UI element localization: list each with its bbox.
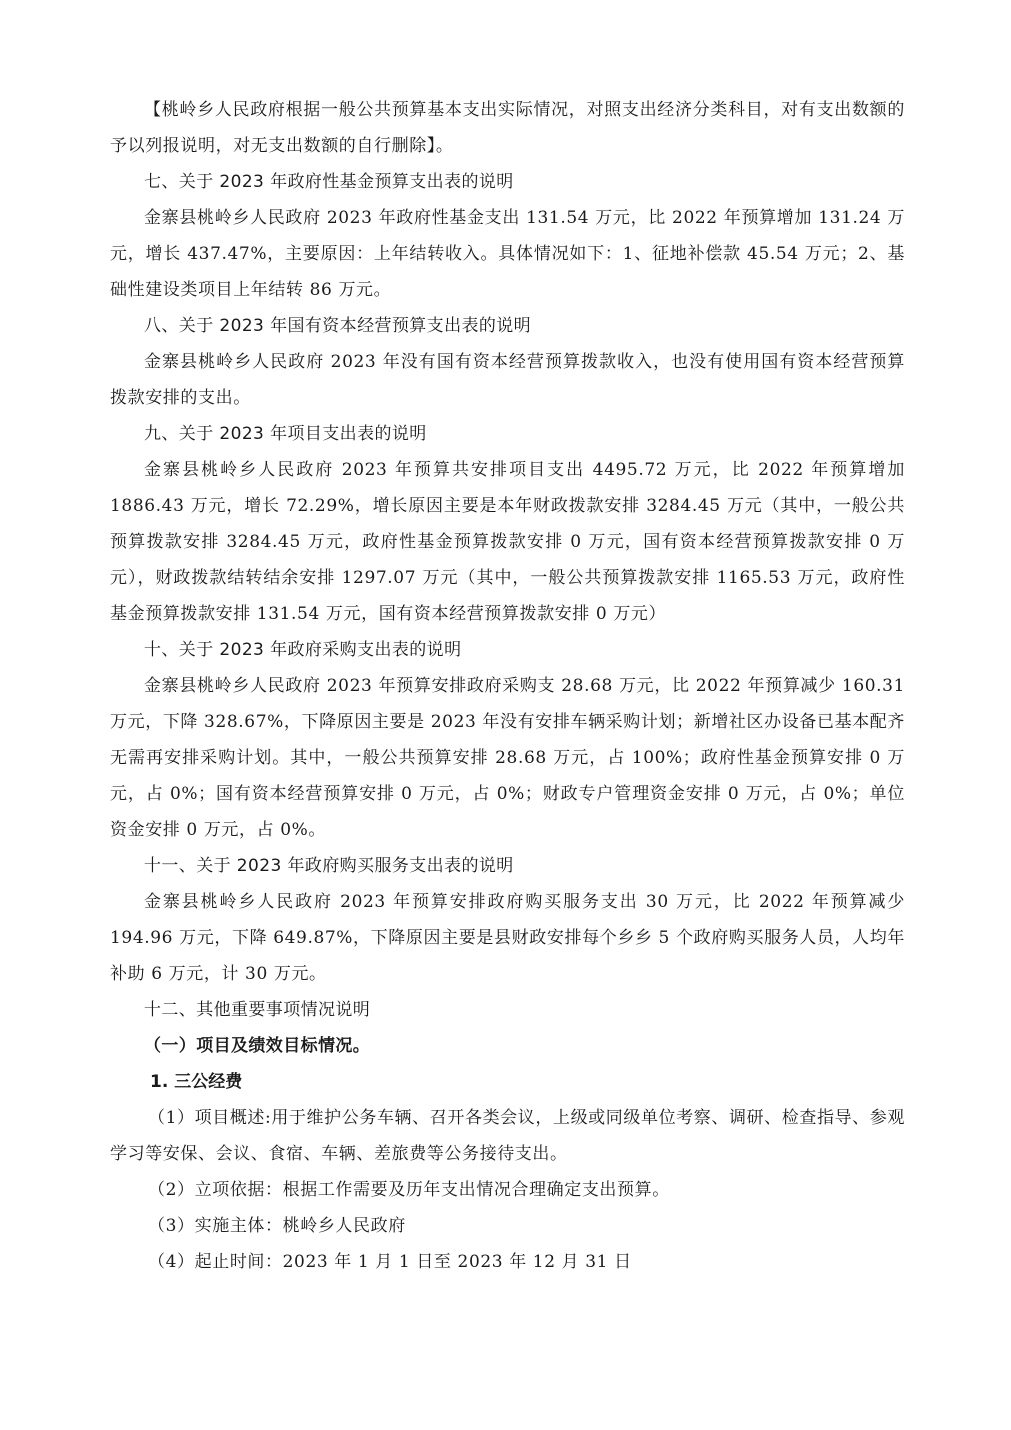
document-page: [110, 92, 905, 1280]
section-7: [110, 164, 905, 308]
section-heading: 八、关于 2023 年国有资本经营预算支出表的说明: [144, 316, 532, 336]
section-heading: 十、关于 2023 年政府采购支出表的说明: [144, 640, 462, 660]
section-8: [110, 308, 905, 416]
section-heading: 九、关于 2023 年项目支出表的说明: [144, 424, 427, 444]
section-12: [110, 992, 905, 1280]
intro-note: 【桃岭乡人民政府根据一般公共预算基本支出实际情况，对照支出经济分类科目，对有支出数额的予以列报说明，对无支出数额的自行删除】。: [110, 100, 905, 156]
project-goals-subheading: （一）项目及绩效目标情况。: [144, 1036, 371, 1056]
section-11: [110, 848, 905, 992]
section-10: [110, 632, 905, 848]
section-body: 金寨县桃岭乡人民政府 2023 年预算安排政府购买服务支出 30 万元，比 2022 年预算减少 194.96 万元，下降 649.87%，下降原因主要是县财政安排每个乡乡 5 个政府购买服务人员，人均年补助 6 万元，计 30 万元。: [110, 892, 905, 984]
section-heading: 七、关于 2023 年政府性基金预算支出表的说明: [144, 172, 514, 192]
section-body: 金寨县桃岭乡人民政府 2023 年预算共安排项目支出 4495.72 万元，比 2022 年预算增加 1886.43 万元，增长 72.29%，增长原因主要是本年财政拨款安排 3284.45 万元（其中，一般公共预算拨款安排 3284.45 万元，政府性基金预算拨款安排 0 万元，国有资本经营预算拨款安排 0 万元），财政拨款结转结余安排 1297.07 万元（其中，一般公共预算拨款安排 1165.53 万元，政府性基金预算拨款安排 131.54 万元，国有资本经营预算拨款安排 0 万元）: [110, 460, 905, 624]
section-body: 金寨县桃岭乡人民政府 2023 年政府性基金支出 131.54 万元，比 2022 年预算增加 131.24 万元，增长 437.47%，主要原因：上年结转收入。具体情况如下：1、征地补偿款 45.54 万元；2、基础性建设类项目上年结转 86 万元。: [110, 208, 905, 300]
section-body: 金寨县桃岭乡人民政府 2023 年没有国有资本经营预算拨款收入，也没有使用国有资本经营预算拨款安排的支出。: [110, 352, 905, 408]
project-period: （4）起止时间：2023 年 1 月 1 日至 2023 年 12 月 31 日: [148, 1252, 632, 1272]
project-overview: （1）项目概述:用于维护公务车辆、召开各类会议，上级或同级单位考察、调研、检查指导、参观学习等安保、会议、食宿、车辆、差旅费等公务接待支出。: [110, 1108, 905, 1164]
three-public-expenses-heading: 1. 三公经费: [150, 1072, 243, 1092]
section-body: 金寨县桃岭乡人民政府 2023 年预算安排政府采购支 28.68 万元，比 2022 年预算减少 160.31 万元，下降 328.67%，下降原因主要是 2023 年没有安排车辆采购计划；新增社区办设备已基本配齐无需再安排采购计划。其中，一般公共预算安排 28.68 万元，占 100%；政府性基金预算安排 0 万元，占 0%；国有资本经营预算安排 0 万元，占 0%；财政专户管理资金安排 0 万元，占 0%；单位资金安排 0 万元，占 0%。: [110, 676, 905, 840]
project-basis: （2）立项依据：根据工作需要及历年支出情况合理确定支出预算。: [148, 1180, 670, 1200]
implementing-body: （3）实施主体：桃岭乡人民政府: [148, 1216, 406, 1236]
section-9: [110, 416, 905, 632]
section-heading: 十一、关于 2023 年政府购买服务支出表的说明: [144, 856, 514, 876]
section-heading: 十二、其他重要事项情况说明: [144, 1000, 371, 1020]
